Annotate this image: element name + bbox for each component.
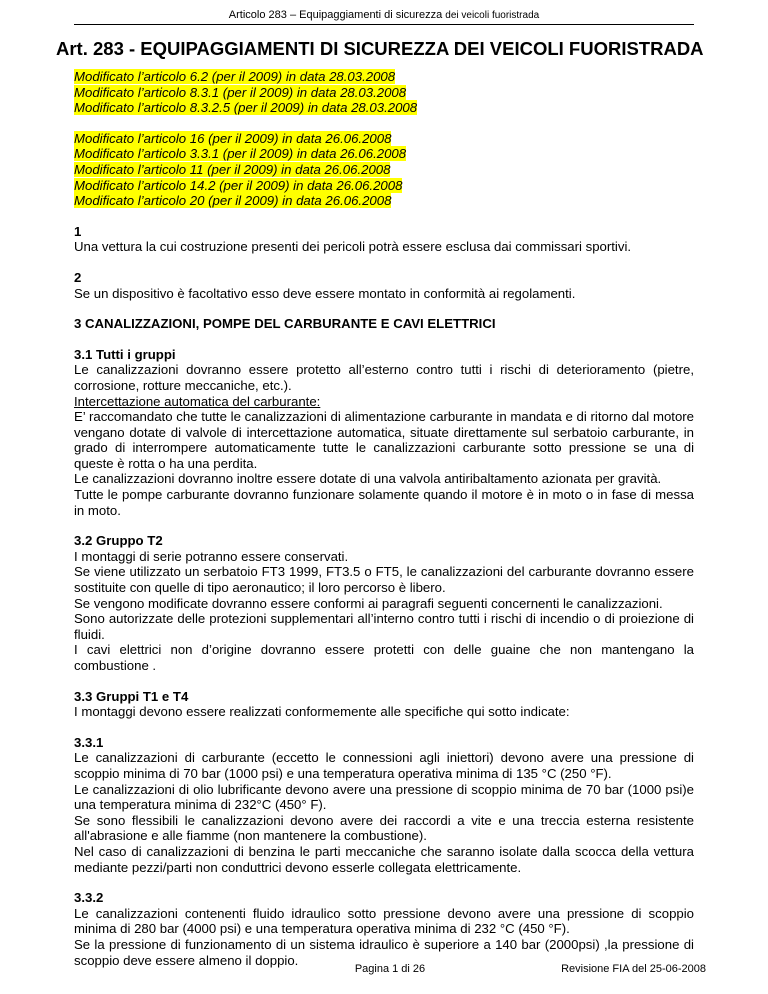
revision-label: Revisione FIA del 25-06-2008 (561, 963, 706, 975)
article-title: Art. 283 - EQUIPAGGIAMENTI DI SICUREZZA DEI VEICOLI FUORISTRADA (56, 38, 704, 59)
paragraph: Le canalizzazioni di carburante (eccetto le connessioni agli iniettori) devono avere una pressione di scoppio minima di 70 bar (1000 psi) e una temperatura operativa minima di 135 °C (250 °F). (74, 750, 694, 781)
section-3-3-2-heading: 3.3.2 (74, 890, 104, 906)
paragraph: Tutte le pompe carburante dovranno funzionare solamente quando il motore è in moto o in fase di messa in moto. (74, 487, 694, 518)
amendment-note: Modificato l’articolo 14.2 (per il 2009) in data 26.06.2008 (74, 177, 403, 193)
section-1-text: Una vettura la cui costruzione presenti dei pericoli potrà essere esclusa dai commissari sportivi. (74, 239, 632, 255)
paragraph: Le canalizzazioni dovranno essere protetto all’esterno contro tutti i rischi di deterioramento (pietre, corrosione, rotture meccaniche, etc.). (74, 362, 694, 393)
section-3-1-subheading: Intercettazione automatica del carburante: (74, 393, 321, 409)
paragraph: I montaggi devono essere realizzati conformemente alle specifiche qui sotto indicate: (74, 704, 570, 720)
paragraph: Se la pressione di funzionamento di un sistema idraulico è superiore a 140 bar (2000psi) ,la pressione di scoppio deve essere almeno il doppio. (74, 936, 694, 968)
paragraph: Le canalizzazioni dovranno inoltre essere dotate di una valvola antiribaltamento azionata per gravità. (74, 471, 662, 487)
section-3-3-heading: 3.3 Gruppi T1 e T4 (74, 688, 189, 704)
amendment-note: Modificato l’articolo 11 (per il 2009) in data 26.06.2008 (74, 161, 391, 177)
article-body (74, 69, 694, 983)
amendment-note: Modificato l’articolo 3.3.1 (per il 2009) in data 26.06.2008 (74, 146, 407, 162)
section-2 (74, 270, 694, 301)
paragraph: Se viene utilizzato un serbatoio FT3 1999, FT3.5 o FT5, le canalizzazioni del carburante dovranno essere sostituite con quelle di tipo aeronautico; il loro percorso è libero. (74, 564, 694, 596)
running-header-main: Articolo 283 – Equipaggiamenti di sicurezza (228, 9, 443, 21)
paragraph: Le canalizzazioni di olio lubrificante devono avere una pressione di scoppio minima de 70 bar (1000 psi)e una temperatura minima di 232°C (450° F). (74, 781, 694, 813)
page-number: Pagina 1 di 26 (354, 963, 426, 975)
section-3-3-1-heading: 3.3.1 (74, 734, 104, 750)
amendment-notes-2008-06 (74, 131, 694, 209)
running-header (0, 9, 768, 22)
section-3-3 (74, 689, 694, 720)
paragraph: E’ raccomandato che tutte le canalizzazioni di alimentazione carburante in mandata e di ritorno dal motore vengano dotate di valvole di intercettazione automatica, situate direttamente sul serbatoio carburante, in grado di interrompere automaticamente tutte le canalizzazioni carburante sotto pressione se una di queste è rotta o ha una perdita. (74, 409, 694, 471)
section-2-heading: 2 (74, 269, 82, 285)
section-1 (74, 224, 694, 255)
section-3-heading: 3 CANALIZZAZIONI, POMPE DEL CARBURANTE E CAVI ELETTRICI (74, 316, 496, 332)
section-3-3-2 (74, 890, 694, 968)
header-divider (74, 24, 694, 25)
amendment-note: Modificato l’articolo 20 (per il 2009) in data 26.06.2008 (74, 193, 392, 209)
section-3-1-heading: 3.1 Tutti i gruppi (74, 346, 176, 362)
running-header-sub: dei veicoli fuoristrada (445, 10, 540, 21)
paragraph: I montaggi di serie potranno essere conservati. (74, 548, 349, 564)
amendment-note: Modificato l’articolo 16 (per il 2009) in data 26.06.2008 (74, 130, 392, 146)
paragraph: I cavi elettrici non d’origine dovranno essere protetti con delle guaine che non mantengano la combustione . (74, 642, 694, 673)
section-3-3-1 (74, 735, 694, 875)
paragraph: Sono autorizzate delle protezioni supplementari all’interno contro tutti i rischi di incendio o di proiezione di fluidi. (74, 611, 694, 642)
amendment-note: Modificato l’articolo 8.3.1 (per il 2009) in data 28.03.2008 (74, 84, 407, 100)
paragraph: Le canalizzazioni contenenti fluido idraulico sotto pressione devono avere una pressione di scoppio minima di 280 bar (4000 psi) e una temperatura operativa minima di 232 °C (450 °F). (74, 905, 694, 937)
section-3 (74, 316, 694, 332)
amendment-note: Modificato l’articolo 8.3.2.5 (per il 2009) in data 28.03.2008 (74, 100, 418, 116)
paragraph: Nel caso di canalizzazioni di benzina le parti meccaniche che saranno isolate dalla scocca della vettura mediante pezzi/parti non conduttrici devono esserle collegata elettricamente. (74, 843, 694, 875)
section-3-2 (74, 533, 694, 673)
section-3-1 (74, 347, 694, 519)
paragraph: Se sono flessibili le canalizzazioni devono avere dei raccordi a vite e una treccia esterna resistente all'abrasione e alle fiamme (non mantenere la combustione). (74, 812, 694, 844)
paragraph: Se vengono modificate dovranno essere conformi ai paragrafi seguenti concernenti le canalizzazioni. (74, 595, 663, 611)
amendment-note: Modificato l’articolo 6.2 (per il 2009) in data 28.03.2008 (74, 69, 396, 84)
section-2-text: Se un dispositivo è facoltativo esso deve essere montato in conformità ai regolamenti. (74, 285, 576, 301)
amendment-notes-2008-03 (74, 69, 694, 116)
section-3-2-heading: 3.2 Gruppo T2 (74, 533, 163, 549)
section-1-heading: 1 (74, 223, 82, 239)
